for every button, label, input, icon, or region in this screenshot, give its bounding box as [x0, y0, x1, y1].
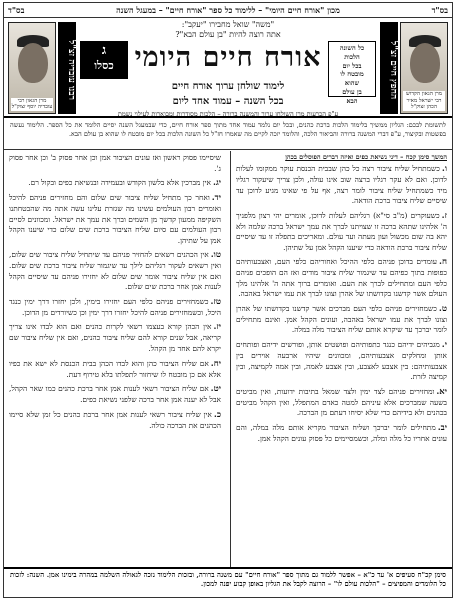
paragraph-number: כ.: [213, 409, 221, 420]
side-box-line: בכל יום: [342, 61, 362, 70]
halacha-paragraph: [9, 409, 221, 432]
side-box: [328, 41, 376, 105]
paragraph-text: כשמתחיל שליח ציבור רצה כל כהן שבבית הכנסת עוקר ממקומו לעלות לדוכן. ואם לא עקר רגליו ברצה שוב אינו עולה, ולכן צריך שיעקור רגליו מיד כשמתחיל שליח ציבור לומר רצה, אף על פי שאינו מגיע לדוכן עד שיסיים שליח ציבור ברכת הודאה.: [236, 164, 447, 206]
paragraph-text: ומחזירים פניהם לצד ימין ולצד שמאל בתיבות ידועות, ואין מביטים בשעה שמברכים אלא עיניהם למטה כאדם המתפלל, ואין הקהל מביטים בכהנים ולא בידיהם כדי שלא יסיחו דעתם מן הברכה.: [236, 386, 447, 418]
paragraph-number: ט.: [438, 303, 447, 314]
halacha-paragraph: [236, 256, 447, 300]
date-month: כסלו: [94, 59, 114, 73]
side-box-line: הלכות: [344, 52, 360, 61]
banner-line: ע"פ הכרעות מרן השולחן ערוך והמשנה ברורה – הלכות מסודרות ומבוארות לעילוי נשמת: [117, 110, 339, 119]
paragraph-text: שיסיימו פסוק ראשון ואז עונים הציבור אמן וכן אחר פסוק ב' וכן אחר פסוק ג'.: [9, 153, 221, 173]
side-box-line: כל השונה: [339, 44, 365, 53]
vertical-name-right: החפץ חיים זצ"ל: [380, 22, 398, 114]
paragraph-number: יט.: [210, 384, 221, 395]
masthead-center: [80, 20, 376, 119]
paragraph-text: אם שליח הציבור כהן והוא לבדו הכהן בבית הכנסת לא ישא את כפיו אלא אם כן מובטח לו שיחזור לתפלתו בלא טירוף דעת.: [9, 358, 221, 379]
paragraph-text: אין הכהנים רשאים להחזיר פניהם עד שיתחיל שליח ציבור שים שלום, ואין רשאים לעקור רגליהם לילך עד שיגמור שליח ציבור ברכת שים שלום. ואם אין שליח ציבור אומר שים שלום לא יחזירו פניהם עד שיסיים הקהל לענות אמן אחר ברכת שים שלום.: [9, 250, 221, 292]
bsd-right: בס"ד: [431, 5, 448, 15]
halacha-paragraph: [9, 177, 221, 189]
main-title: אורח חיים היומי: [134, 42, 322, 74]
side-box-line: הבא: [346, 96, 358, 105]
portrait-face: [18, 43, 48, 83]
side-box-line: מובטח לו: [340, 70, 364, 79]
masthead: [4, 18, 452, 118]
motto-line-2: אתה רוצה להיות "בן עולם הבא"?: [175, 29, 281, 39]
top-bar: [4, 3, 452, 18]
subtitle-1: לימוד שולחן ערוך אורח חיים: [171, 81, 285, 93]
paragraph-text: אם שליח הציבור רשאי לענות אמן אחר ברכת כהנים כמו שאר הקהל, אבל לא יענה אמן אחר ברכה שלפני נשיאת כפים.: [9, 384, 221, 405]
intro-strip: לתשומת לבכם: הגליון ממשיך בלימוד הלכות ברכת כהנים, ובכל יום נלמד עמוד אחד מתוך ספר אורח חיים, כדי שבמעגל השנה יסיים הלומד את כל הספר. הלימוד נעשה בפשטות ובקיצור, ע"פ דברי המשנה ברורה והביאור הלכה, והלומד יזכה לקיים מה שאמרו חז"ל כל השונה הלכות בכל יום מובטח לו שהוא בן עולם הבא.: [4, 120, 452, 150]
portrait-right-caption: מרן הגאון הקדוש רבי ישראל מאיר הכהן זצוק"ל: [403, 91, 445, 111]
side-box-line: בן עולם: [342, 88, 362, 97]
paragraph-text: ואחר כך מתחיל שליח ציבור שים שלום והם מחזירים פניהם להיכל ואומרים רבון העולמים עשינו מה שגזרת עלינו עשה אתה מה שהבטחתנו השקיפה ממעון קדשך מן השמים וברך את עמך את ישראל. ומכוונים לסיים רבון העולמים עם סיום שליח הציבור ברכת שים שלום כדי שיענו הקהל אמן על שתיהן.: [9, 193, 221, 245]
paragraph-text: אין הכהן קורא בעצמו רשאי לקרות כהנים ואם הוא לבדו אינו צריך קריאה, אבל שנים קורא להם שליח ציבור כהנים, ואם אין שליח ציבור שם יקרא להם אחד מן הקהל.: [9, 322, 221, 353]
columns: [4, 151, 452, 569]
halacha-paragraph: [236, 210, 447, 254]
paragraph-number: טז.: [210, 296, 221, 307]
side-box-line: שהוא: [344, 79, 360, 88]
halacha-paragraph: [236, 386, 447, 419]
portrait-face: [410, 43, 440, 83]
paragraph-text: כשמחזירים פניהם כלפי העם מברכים אשר קדשנו בקדושתו של אהרן וצונו לברך את עמו ישראל באהבה, ועונים הקהל אמן. ואינם מתחילים לומר יברכך עד שיקרא אותם שליח הציבור מלה במלה.: [236, 303, 447, 335]
halacha-paragraph: [236, 339, 447, 383]
section-heading: המשך סימן קכח – דיני נשיאת כפים ואיזה דברים הפוסלים בכהן: [285, 153, 447, 161]
paragraph-number: יז.: [213, 322, 221, 333]
vertical-name-left: רבנו עובדיה זצ"ל: [58, 22, 76, 114]
paragraph-number: יח.: [210, 358, 221, 369]
portrait-right: [400, 22, 448, 114]
right-column: [230, 151, 452, 569]
halacha-paragraph: [9, 358, 221, 381]
paragraph-number: י.: [441, 339, 447, 350]
halacha-paragraph: [236, 163, 447, 207]
paragraph-number: יא.: [436, 386, 447, 397]
paragraph-text: אין מברכין אלא בלשון הקודש ובעמידה ובנשיאת כפים ובקול רם.: [28, 178, 211, 188]
portrait-left: [8, 22, 56, 114]
motto-line-1: "משה" שואל מחבירו "יעקב":: [181, 20, 275, 29]
paragraph-number: ז.: [441, 210, 447, 221]
page: [3, 2, 453, 598]
halacha-paragraph: [9, 383, 221, 406]
header-line: מכון "אורח חיים היומי" – ללימוד כל ספר "אורח חיים" – במעגל השנה: [116, 5, 340, 15]
date-day: ג: [101, 43, 107, 59]
paragraph-number: יב.: [437, 422, 447, 433]
paragraph-number: ח.: [439, 257, 447, 268]
paragraph-text: אין שליח ציבור רשאי לענות אמן אחר ברכת כהנים כל זמן שלא סיימו הכהנים את הברכה כולה.: [9, 409, 221, 430]
portrait-left-caption: מרן הגאון רבי עובדיה יוסף זצוק"ל: [11, 97, 53, 111]
halacha-paragraph: [9, 192, 221, 246]
paragraph-text: כשמחזירים פניהם כלפי העם יחזירו בימין, ולכן יחזרו דרך ימין כנגד היכל, וכשמחזירים פניהם להיכל יחזרו דרך ימין וכן כשיורדים מן הדוכן.: [9, 296, 221, 317]
date-box: [80, 41, 128, 79]
left-paragraphs: [9, 153, 221, 431]
halacha-paragraph: [236, 422, 447, 445]
paragraph-text: עומדים בדוכן פניהם כלפי ההיכל ואחוריהם כלפי העם, ואצבעותיהם כפופות בתוך כפיהם עד שיגמור שליח ציבור מודים ואז הם הופכים פניהם כלפי העם ומתחילים לברך את העם. ואומרים ברוך אתה ה' אלהינו מלך העולם אשר קדשנו בקדושתו של אהרן וצונו לברך את עמו ישראל באהבה.: [236, 257, 447, 299]
footer-text: סימן קכ"ח סעיפים א' עד כ"א – אפשר ללמוד גם מתוך ספר "אורח חיים" עם משנה ברורה, ובזכות הלימוד נזכה לגאולה השלמה במהרה בימינו אמן. השנה: לזכות כל הלומדים והמפיצים – "הלכות עולם לו" – הרוצה לקבל את הגליון באופן קבוע יפנה למכון.: [4, 567, 452, 597]
halacha-paragraph: [9, 296, 221, 319]
halacha-paragraph: [9, 249, 221, 293]
halacha-paragraph: [236, 303, 447, 336]
paragraph-text: מגביהים ידיהם כנגד כתפותיהם ופושטים אותן, ופורשים ידיהם ופותחים אותן ומחלקים אצבעותיהם, ומכוונים שיהיו ארבעה אוירים בין אצבעותיהם: בין אצבע לאצבע, ובין אצבע לאמה, ובין אמה לקמיצה, ובין קמיצה לזרת.: [236, 339, 447, 382]
subtitle-2: בכל השנה – עמוד אחד ליום: [172, 95, 284, 107]
left-column: [4, 151, 226, 569]
paragraph-text: כשעוקרים (מ"ב סי"א) רגליהם לעלות לדוכן, אומרים יהי רצון מלפניך ה' אלהינו שתהא ברכה זו שצויתנו לברך את עמך ישראל ברכה שלמה ולא יהא בה שום מכשול ועון מעתה ועד עולם. ומאריכים בתפלה זו עד שיסיים שליח ציבור ברכת הודאה כדי שיענו הקהל אמן על שתיהן.: [236, 210, 447, 252]
paragraph-number: יד.: [211, 193, 221, 204]
paragraph-number: יג.: [213, 178, 221, 189]
right-paragraphs: [236, 163, 447, 444]
paragraph-number: ו.: [441, 164, 447, 174]
bsd-left: בס"ד: [8, 5, 25, 15]
halacha-paragraph: [9, 321, 221, 354]
halacha-paragraph: [9, 153, 221, 174]
paragraph-text: מתחילים לומר יברכך ושליח הציבור מקריא אותם מלה במלה, והם עונים אחריו כל מלה ומלה, וכשמסיימים כל פסוק עונים הקהל אמן.: [236, 422, 447, 443]
paragraph-number: טו.: [210, 250, 221, 261]
